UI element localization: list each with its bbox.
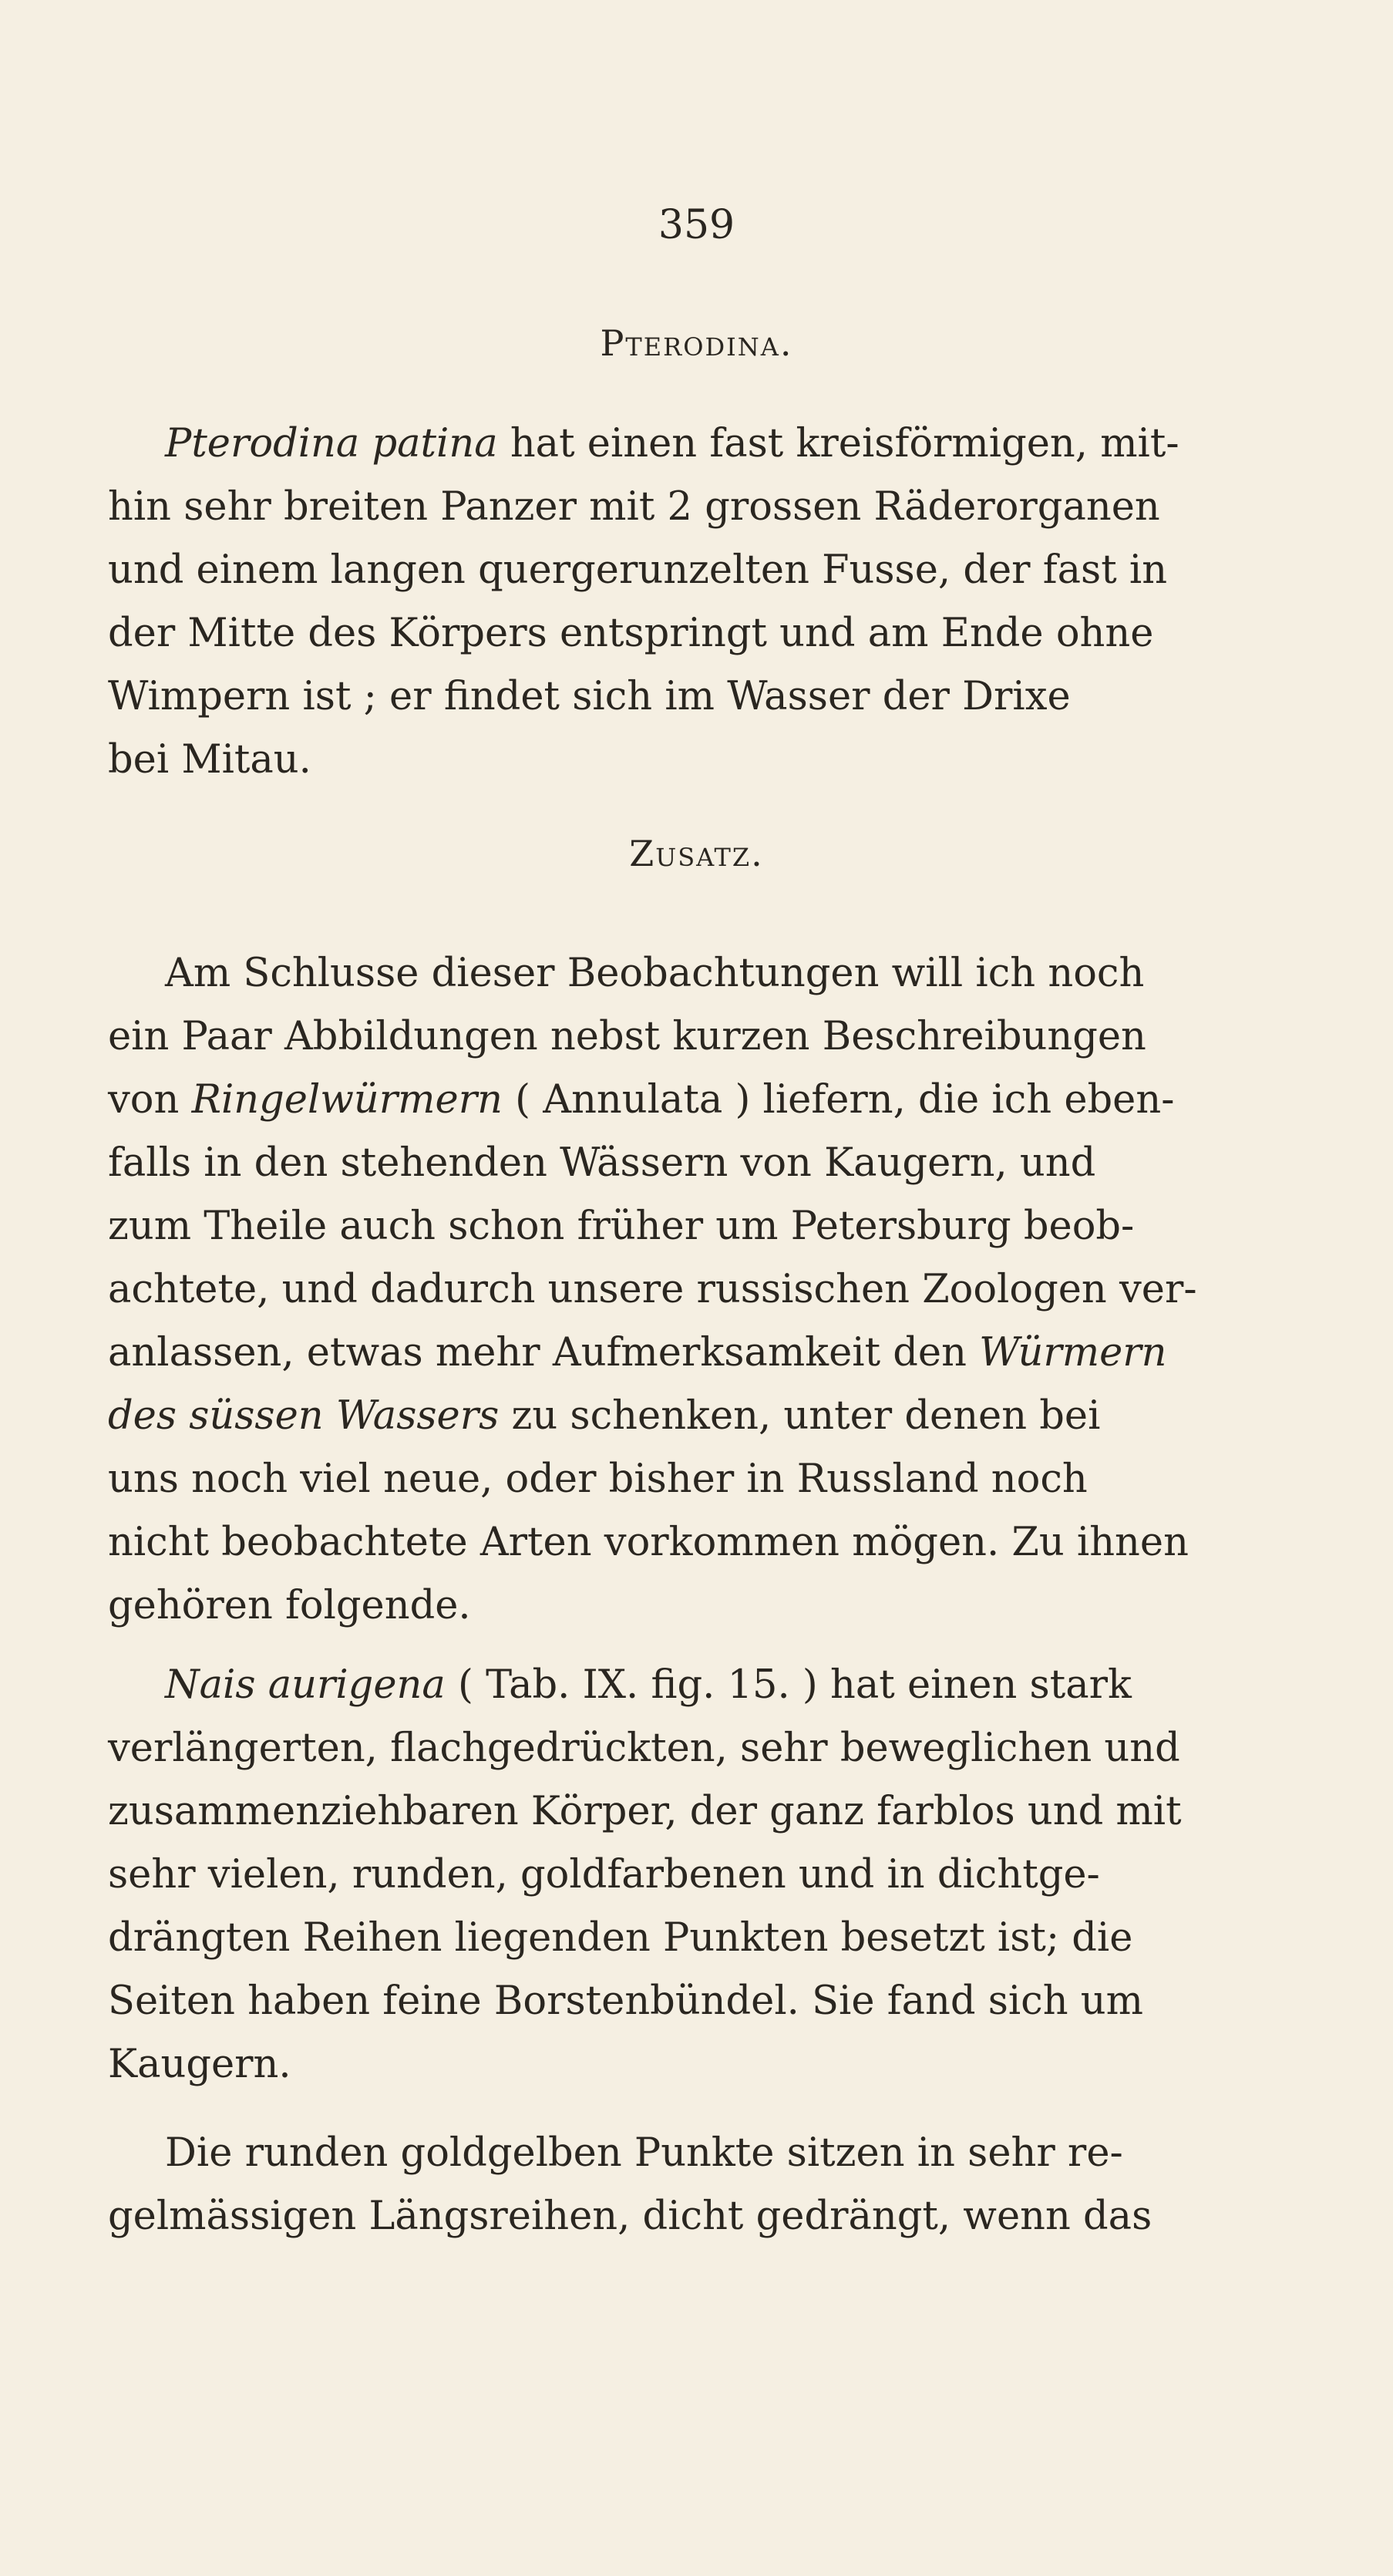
text-line: achtete, und dadurch unsere russischen Zoologen ver- [108,1267,1197,1312]
text-span: ( Tab. IX. fig. 15. ) hat einen stark [445,1662,1132,1708]
taxon-name: Würmern [979,1330,1167,1376]
paragraph-pterodina [108,412,1280,792]
text-line: Seiten haben feine Borstenbündel. Sie fand sich um [108,1978,1144,2024]
text-line: der Mitte des Körpers entspringt und am Ende ohne [108,611,1154,656]
species-name: Nais aurigena [165,1662,446,1708]
paragraph-nais [108,1654,1280,2096]
text-line: zum Theile auch schon früher um Petersburg beob- [108,1204,1135,1249]
text-line: Kaugern. [108,2042,291,2087]
text-line: falls in den stehenden Wässern von Kaugern, und [108,1140,1096,1186]
species-name: Pterodina patina [165,421,498,466]
text-line: gelmässigen Längsreihen, dicht gedrängt, wenn das [108,2194,1152,2239]
text-line: Am Schlusse dieser Beobachtungen will ich noch [165,951,1145,996]
text-span: zu schenken, unter denen bei [499,1393,1101,1439]
text-span: anlassen, etwas mehr Aufmerksamkeit den [108,1330,980,1376]
text-line: sehr vielen, runden, goldfarbenen und in dichtge- [108,1852,1100,1897]
text-line: und einem langen quergerunzelten Fusse, der fast in [108,547,1168,593]
text-span: von [108,1077,192,1123]
text-line: drängten Reihen liegenden Punkten besetzt ist; die [108,1915,1133,1961]
text-line [108,412,1280,476]
paragraph-zusatz [108,942,1280,1638]
text-line: uns noch viel neue, oder bisher in Russland noch [108,1456,1088,1502]
text-line [108,1322,1280,1385]
text-span: ( Annulata ) liefern, die ich eben- [502,1077,1175,1123]
text-line: zusammenziehbaren Körper, der ganz farblos und mit [108,1789,1182,1834]
text-line [108,1654,1280,1717]
text-line: nicht beobachtete Arten vorkommen mögen. Zu ihnen [108,1520,1189,1565]
page-number: 359 [658,202,735,248]
text-line: Wimpern ist ; er findet sich im Wasser der Drixe [108,674,1071,719]
text-line: Die runden goldgelben Punkte sitzen in sehr re- [165,2130,1123,2176]
taxon-name: des süssen Wassers [108,1393,500,1439]
text-span: hat einen fast kreisförmigen, mit- [497,421,1179,466]
taxon-name: Ringelwürmern [191,1077,503,1123]
text-line [108,1385,1280,1448]
section-heading-pterodina: Pterodina. [600,322,793,364]
text-line: gehören folgende. [108,1583,471,1628]
section-heading-zusatz: Zusatz. [629,833,764,874]
text-line: verlängerten, flachgedrückten, sehr beweglichen und [108,1726,1180,1771]
text-line: bei Mitau. [108,737,311,783]
text-line: hin sehr breiten Panzer mit 2 grossen Räderorganen [108,484,1160,530]
text-line: ein Paar Abbildungen nebst kurzen Beschreibungen [108,1014,1146,1059]
paragraph-punkte [108,2122,1280,2248]
text-line [108,1069,1280,1132]
